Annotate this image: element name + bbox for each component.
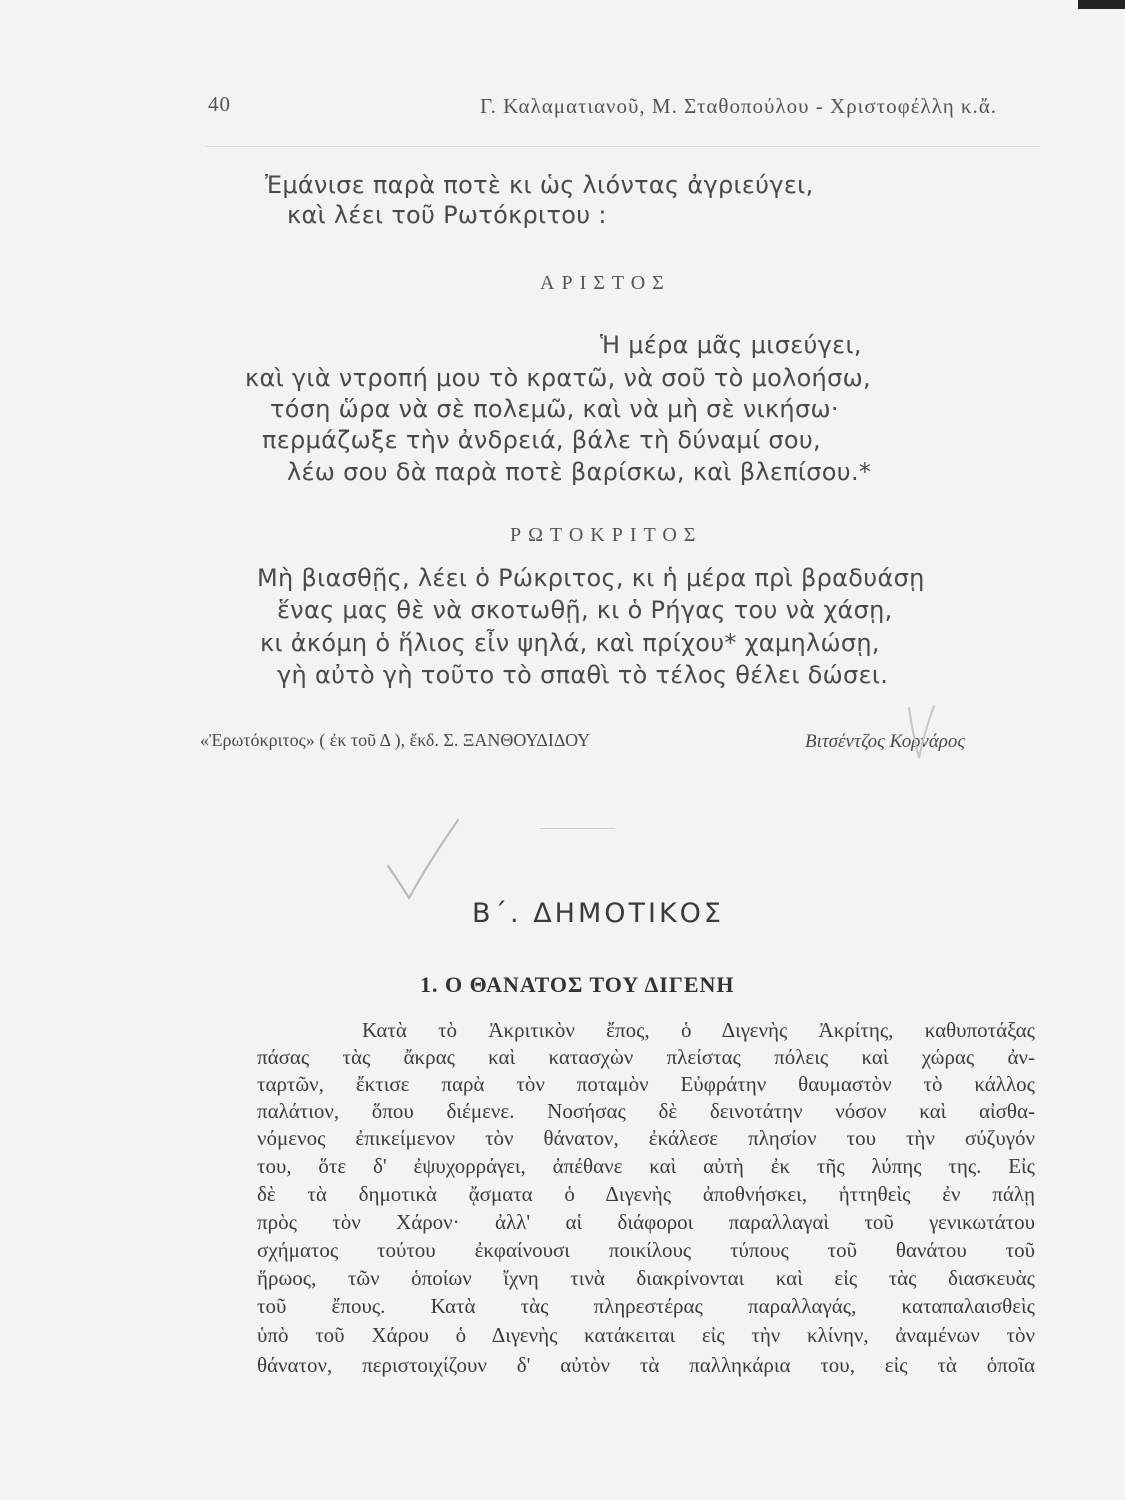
verse-line: περμάζωξε τὴν ἀνδρειά, βάλε τὴ δύναμί σου, — [262, 426, 821, 454]
page-number: 40 — [208, 92, 231, 116]
running-title: Γ. Καλαματιανοῦ, Μ. Σταθοπούλου - Χριστοφέλλη κ.ἄ. — [480, 94, 998, 118]
verse-line: γὴ αὐτὸ γὴ τοῦτο τὸ σπαθὶ τὸ τέλος θέλει δώσει. — [277, 661, 889, 689]
pencil-checkmark-icon — [388, 820, 458, 898]
section-divider — [540, 828, 615, 829]
verse-line: Μὴ βιασθῇς, λέει ὁ Ρώκριτος, κι ἡ μέρα πρὶ βραδυάσῃ — [257, 564, 925, 592]
paragraph-line: πάσας τὰς ἄκρας καὶ κατασχὼν πλείστας πόλεις καὶ χώρας ἀν- — [257, 1045, 1035, 1069]
verse-line: τόση ὥρα νὰ σὲ πολεμῶ, καὶ νὰ μὴ σὲ νικήσω· — [270, 395, 839, 423]
citation-source: «Ἐρωτόκριτος» ( ἐκ τοῦ Δ ), ἔκδ. Σ. ΞΑΝΘΟΥΔΙΔΟΥ — [200, 730, 591, 750]
section-heading: Β΄. ΔΗΜΟΤΙΚΟΣ — [472, 898, 724, 929]
paragraph-line: ὑπὸ τοῦ Χάρου ὁ Διγενὴς κατάκειται εἰς τὴν κλίνην, ἀναμένων τὸν — [257, 1323, 1035, 1347]
header-rule — [205, 146, 1040, 147]
paragraph-line: τοῦ ἔπους. Κατὰ τὰς πληρεστέρας παραλλαγάς, καταπαλαισθεὶς — [257, 1294, 1035, 1318]
speaker-name: ΑΡΙΣΤΟΣ — [540, 272, 671, 294]
paragraph-line: νόμενος ἐπικείμενον τὸν θάνατον, ἐκάλεσε πλησίον του τὴν σύζυγόν — [257, 1126, 1035, 1150]
paragraph-line: δὲ τὰ δημοτικὰ ᾄσματα ὁ Διγενὴς ἀποθνήσκει, ἡττηθεὶς ἐν πάλῃ — [257, 1182, 1035, 1206]
scan-edge-mark — [1078, 0, 1125, 9]
paragraph-line: θάνατον, περιστοιχίζουν δ' αὐτὸν τὰ παλληκάρια του, εἰς τὰ ὁποῖα — [257, 1353, 1035, 1377]
paragraph-line: σχήματος τούτου ἐκφαίνουσι ποικίλους τύπους τοῦ θανάτου τοῦ — [257, 1238, 1035, 1262]
paragraph-line: ταρτῶν, ἔκτισε παρὰ τὸν ποταμὸν Εὐφράτην θαυμαστὸν τὸ κάλλος — [257, 1072, 1035, 1096]
verse-line: καὶ λέει τοῦ Ρωτόκριτου : — [287, 201, 607, 229]
verse-line: ἕνας μας θὲ νὰ σκοτωθῇ, κι ὁ Ρήγας του νὰ χάσῃ, — [277, 596, 893, 624]
speaker-name: ΡΩΤΟΚΡΙΤΟΣ — [510, 524, 703, 546]
paragraph-line: του, ὅτε δ' ἐψυχορράγει, ἀπέθανε καὶ αὐτὴ ἐκ τῆς λύπης της. Εἰς — [257, 1154, 1035, 1178]
citation-author: Βιτσέντζος Κορνάρος — [805, 731, 966, 752]
paragraph-line: πρὸς τὸν Χάρον· ἀλλ' αἱ διάφοροι παραλλαγαὶ τοῦ γενικωτάτου — [257, 1210, 1035, 1234]
section-subheading: 1. Ο ΘΑΝΑΤΟΣ ΤΟΥ ΔΙΓΕΝΗ — [420, 972, 735, 997]
verse-line: κι ἀκόμη ὁ ἥλιος εἶν ψηλά, καὶ πρίχου* χαμηλώσῃ, — [260, 629, 880, 657]
paragraph-line: ἥρωος, τῶν ὁποίων ἴχνη τινὰ διακρίνονται καὶ εἰς τὰς διασκευὰς — [257, 1266, 1035, 1290]
paragraph-line: παλάτιον, ὅπου διέμενε. Νοσήσας δὲ δεινοτάτην νόσον καὶ αἰσθα- — [257, 1099, 1035, 1123]
verse-line: λέω σου δὰ παρὰ ποτὲ βαρίσκω, καὶ βλεπίσου.* — [287, 458, 872, 486]
verse-line: Ἡ μέρα μᾶς μισεύγει, — [600, 331, 862, 359]
verse-line: Ἐμάνισε παρὰ ποτὲ κι ὡς λιόντας ἀγριεύγει, — [265, 171, 814, 199]
paragraph-line: Κατὰ τὸ Ἀκριτικὸν ἔπος, ὁ Διγενὴς Ἀκρίτης, καθυποτάξας — [362, 1018, 1035, 1042]
verse-line: καὶ γιὰ ντροπή μου τὸ κρατῶ, νὰ σοῦ τὸ μολοήσω, — [245, 364, 871, 392]
